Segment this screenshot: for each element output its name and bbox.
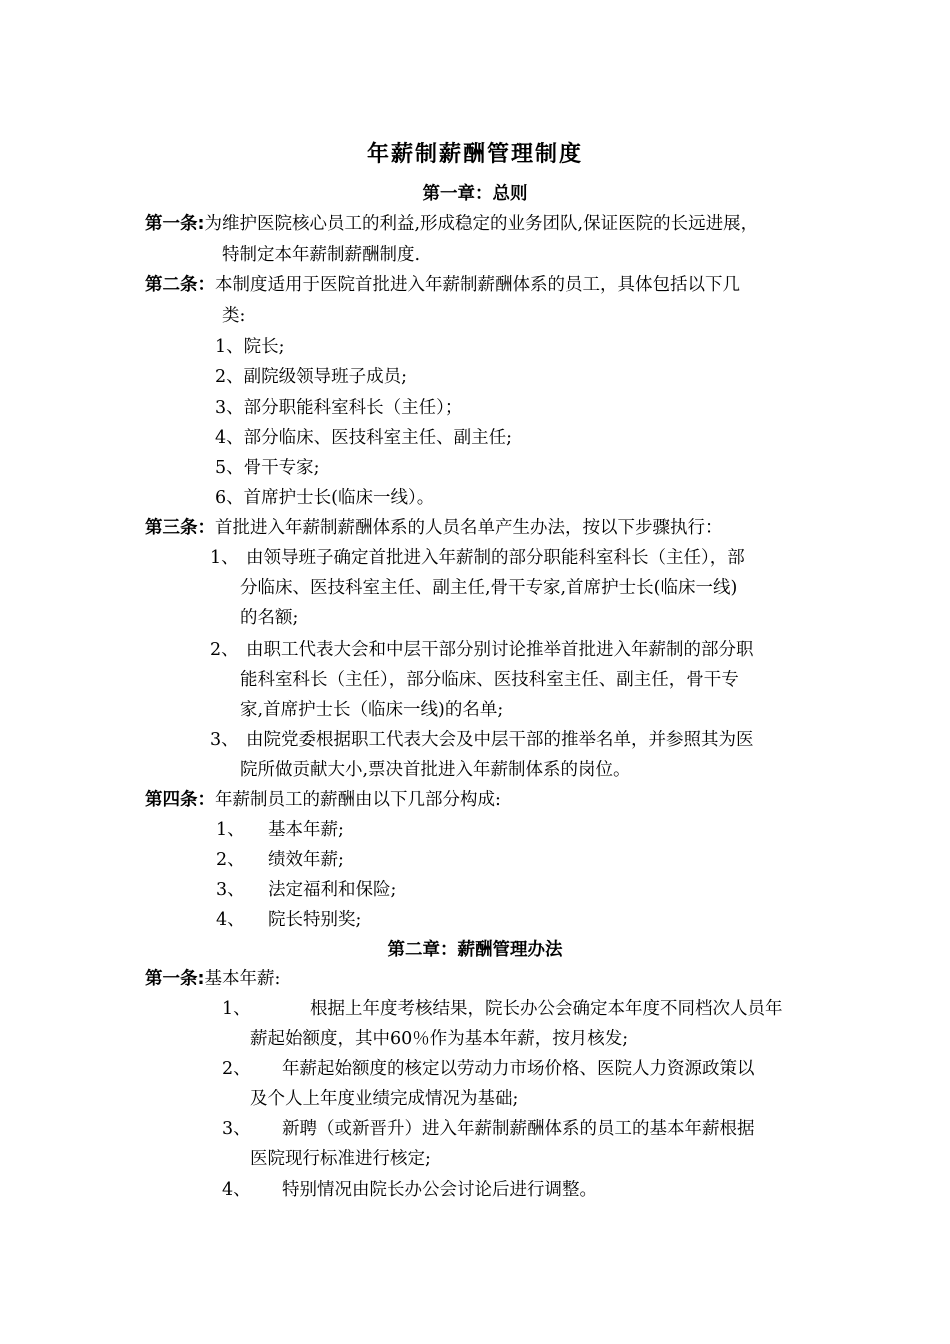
rule-4-line-1: [222, 1178, 597, 1202]
list-item: 2、副院级领导班子成员;: [215, 367, 408, 387]
rule-text: 年薪起始额度的核定以劳动力市场价格、医院人力资源政策以: [282, 1059, 755, 1079]
article-2-line-1: [145, 273, 740, 297]
rule-text: 新聘（或新晋升）进入年薪制薪酬体系的员工的基本年薪根据: [282, 1119, 755, 1139]
item-text: 法定福利和保险;: [268, 880, 397, 900]
article-4-line-1: [145, 788, 501, 812]
chapter-2-article-1-line-1: [145, 967, 280, 991]
step-text: 由职工代表大会和中层干部分别讨论推举首批进入年薪制的部分职: [246, 640, 754, 660]
article-label: 第三条：: [145, 518, 215, 538]
rule-1-line-2: 薪起始额度，其中60％作为基本年薪，按月核发;: [250, 1029, 629, 1049]
article-2-line-2: 类:: [222, 306, 246, 326]
document-title: 年薪制薪酬管理制度: [366, 142, 583, 167]
component-item: [216, 878, 396, 902]
list-item: 5、骨干专家;: [215, 458, 320, 478]
article-3-line-1: [145, 516, 723, 540]
article-1-line-1: [145, 212, 758, 236]
item-number: 1、: [216, 820, 245, 840]
rule-3-line-2: 医院现行标准进行核定;: [250, 1149, 431, 1169]
step-3-line-2: 院所做贡献大小,票决首批进入年薪制体系的岗位。: [240, 760, 631, 780]
rule-1-line-1: [222, 997, 783, 1021]
item-text: 院长特别奖;: [268, 910, 362, 930]
rule-text: 特别情况由院长办公会讨论后进行调整。: [282, 1180, 597, 1200]
chapter-1-heading: 第一章：总则: [422, 184, 528, 204]
article-text: 年薪制员工的薪酬由以下几部分构成:: [215, 790, 501, 810]
component-item: [216, 818, 344, 842]
step-text: 由领导班子确定首批进入年薪制的部分职能科室科长（主任），部: [246, 548, 745, 568]
step-1-line-1: [210, 546, 745, 570]
list-item: 1、院长;: [215, 337, 285, 357]
step-number: 3、: [210, 730, 239, 750]
step-1-line-3: 的名额;: [240, 608, 299, 628]
component-item: [216, 908, 361, 932]
article-label: 第一条:: [145, 214, 205, 234]
article-1-line-2: 特制定本年薪制薪酬制度.: [222, 245, 421, 265]
component-item: [216, 848, 344, 872]
item-text: 绩效年薪;: [268, 850, 344, 870]
list-item: 4、部分临床、医技科室主任、副主任;: [215, 428, 513, 448]
item-text: 基本年薪;: [268, 820, 344, 840]
article-text: 本制度适用于医院首批进入年薪制薪酬体系的员工，具体包括以下几: [215, 275, 740, 295]
step-number: 2、: [210, 640, 239, 660]
rule-2-line-2: 及个人上年度业绩完成情况为基础;: [250, 1089, 519, 1109]
step-2-line-1: [210, 638, 754, 662]
item-number: 4、: [216, 910, 245, 930]
article-text: 基本年薪:: [204, 969, 281, 989]
rule-number: 2、: [222, 1059, 251, 1079]
step-3-line-1: [210, 728, 754, 752]
article-label: 第一条:: [145, 969, 205, 989]
article-text: 首批进入年薪制薪酬体系的人员名单产生办法，按以下步骤执行：: [215, 518, 723, 538]
article-label: 第四条：: [145, 790, 215, 810]
list-item: 3、部分职能科室科长（主任）；: [215, 398, 463, 418]
step-text: 由院党委根据职工代表大会及中层干部的推举名单，并参照其为医: [246, 730, 754, 750]
rule-number: 4、: [222, 1180, 251, 1200]
item-number: 3、: [216, 880, 245, 900]
item-number: 2、: [216, 850, 245, 870]
rule-text: 根据上年度考核结果，院长办公会确定本年度不同档次人员年: [310, 999, 783, 1019]
rule-number: 1、: [222, 999, 251, 1019]
rule-2-line-1: [222, 1057, 755, 1081]
article-label: 第二条：: [145, 275, 215, 295]
step-2-line-3: 家,首席护士长（临床一线)的名单;: [240, 700, 504, 720]
step-2-line-2: 能科室科长（主任），部分临床、医技科室主任、副主任，骨干专: [240, 670, 739, 690]
chapter-2-heading: 第二章：薪酬管理办法: [387, 940, 563, 960]
article-text: 为维护医院核心员工的利益,形成稳定的业务团队,保证医院的长远进展，: [204, 214, 759, 234]
list-item: 6、首席护士长(临床一线）。: [215, 488, 435, 508]
rule-3-line-1: [222, 1117, 755, 1141]
rule-number: 3、: [222, 1119, 251, 1139]
step-1-line-2: 分临床、医技科室主任、副主任,骨干专家,首席护士长(临床一线): [240, 578, 738, 598]
step-number: 1、: [210, 548, 239, 568]
